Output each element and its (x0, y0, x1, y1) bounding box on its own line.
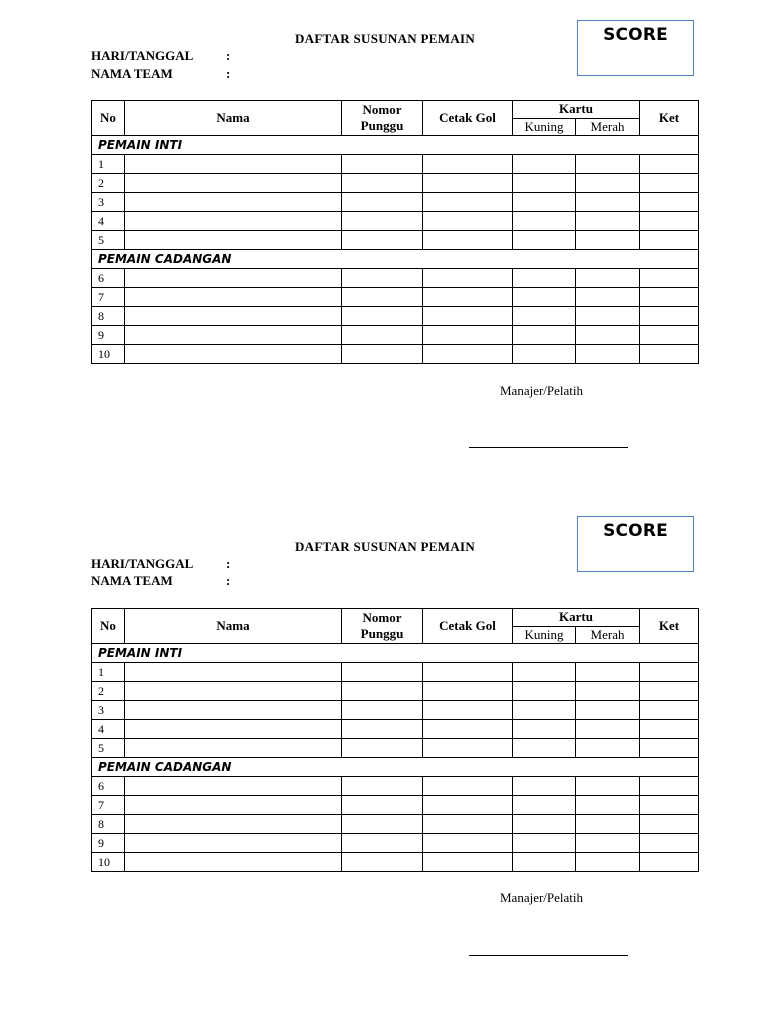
cell-kuning[interactable] (513, 174, 576, 193)
colon: : (226, 48, 231, 63)
cell-nomor-punggu[interactable] (342, 155, 423, 174)
cell-kuning[interactable] (513, 815, 576, 834)
cell-kuning[interactable] (513, 231, 576, 250)
table-row[interactable] (92, 815, 699, 834)
cell-merah[interactable] (576, 193, 640, 212)
cell-ket[interactable] (640, 663, 699, 682)
cell-merah[interactable] (576, 777, 640, 796)
cell-nama[interactable] (125, 326, 342, 345)
cell-cetak-gol[interactable] (423, 307, 513, 326)
hari-tanggal-label: HARI/TANGGAL (91, 556, 194, 571)
cell-nama[interactable] (125, 193, 342, 212)
cell-kuning[interactable] (513, 269, 576, 288)
row-number: 4 (92, 212, 125, 231)
cell-cetak-gol[interactable] (423, 288, 513, 307)
table-row[interactable] (92, 701, 699, 720)
table-row[interactable] (92, 720, 699, 739)
header-kuning: Kuning (513, 118, 576, 136)
row-number: 2 (92, 682, 125, 701)
cell-ket[interactable] (640, 796, 699, 815)
table-row[interactable] (92, 288, 699, 307)
cell-cetak-gol[interactable] (423, 796, 513, 815)
cell-cetak-gol[interactable] (423, 777, 513, 796)
cell-cetak-gol[interactable] (423, 269, 513, 288)
cell-nomor-punggu[interactable] (342, 815, 423, 834)
header-kartu: Kartu (513, 101, 640, 119)
table-row[interactable] (92, 834, 699, 853)
table-row[interactable] (92, 174, 699, 193)
row-number: 1 (92, 155, 125, 174)
cell-cetak-gol[interactable] (423, 834, 513, 853)
cell-merah[interactable] (576, 231, 640, 250)
section-pemain-inti: PEMAIN INTI (92, 644, 699, 663)
cell-nama[interactable] (125, 269, 342, 288)
cell-kuning[interactable] (513, 777, 576, 796)
cell-ket[interactable] (640, 326, 699, 345)
cell-merah[interactable] (576, 796, 640, 815)
cell-kuning[interactable] (513, 682, 576, 701)
cell-merah[interactable] (576, 701, 640, 720)
cell-ket[interactable] (640, 193, 699, 212)
cell-nama[interactable] (125, 701, 342, 720)
cell-nomor-punggu[interactable] (342, 212, 423, 231)
cell-nama[interactable] (125, 815, 342, 834)
cell-cetak-gol[interactable] (423, 720, 513, 739)
cell-nama[interactable] (125, 288, 342, 307)
cell-kuning[interactable] (513, 720, 576, 739)
cell-merah[interactable] (576, 663, 640, 682)
cell-nama[interactable] (125, 155, 342, 174)
row-number: 7 (92, 288, 125, 307)
row-number: 4 (92, 720, 125, 739)
row-number: 6 (92, 269, 125, 288)
header-merah: Merah (576, 626, 640, 644)
cell-merah[interactable] (576, 269, 640, 288)
hari-tanggal-label: HARI/TANGGAL (91, 48, 194, 63)
cell-nama[interactable] (125, 834, 342, 853)
cell-merah[interactable] (576, 720, 640, 739)
cell-merah[interactable] (576, 853, 640, 872)
header-nomor-punggu: Nomor Punggu (342, 101, 423, 136)
cell-nomor-punggu[interactable] (342, 720, 423, 739)
lineup-table (91, 100, 699, 364)
cell-ket[interactable] (640, 231, 699, 250)
section-row (92, 644, 699, 663)
table-row[interactable] (92, 326, 699, 345)
cell-cetak-gol[interactable] (423, 682, 513, 701)
header-kartu: Kartu (513, 609, 640, 627)
cell-nama[interactable] (125, 739, 342, 758)
cell-nomor-punggu[interactable] (342, 682, 423, 701)
cell-merah[interactable] (576, 834, 640, 853)
cell-merah[interactable] (576, 682, 640, 701)
cell-kuning[interactable] (513, 739, 576, 758)
cell-nomor-punggu[interactable] (342, 269, 423, 288)
cell-cetak-gol[interactable] (423, 345, 513, 364)
cell-merah[interactable] (576, 815, 640, 834)
table-row[interactable] (92, 777, 699, 796)
cell-merah[interactable] (576, 345, 640, 364)
row-number: 3 (92, 193, 125, 212)
row-number: 6 (92, 777, 125, 796)
cell-kuning[interactable] (513, 288, 576, 307)
cell-ket[interactable] (640, 682, 699, 701)
cell-nama[interactable] (125, 174, 342, 193)
row-number: 1 (92, 663, 125, 682)
hari-tanggal-row[interactable] (91, 556, 230, 572)
row-number: 5 (92, 739, 125, 758)
cell-cetak-gol[interactable] (423, 739, 513, 758)
hari-tanggal-row[interactable] (91, 48, 230, 64)
cell-merah[interactable] (576, 739, 640, 758)
table-row[interactable] (92, 231, 699, 250)
cell-nomor-punggu[interactable] (342, 174, 423, 193)
header-nama: Nama (125, 609, 342, 644)
cell-kuning[interactable] (513, 834, 576, 853)
section-row (92, 758, 699, 777)
cell-merah[interactable] (576, 174, 640, 193)
lineup-form-1 (0, 0, 768, 500)
cell-cetak-gol[interactable] (423, 815, 513, 834)
cell-kuning[interactable] (513, 212, 576, 231)
cell-nomor-punggu[interactable] (342, 193, 423, 212)
cell-nomor-punggu[interactable] (342, 739, 423, 758)
cell-nomor-punggu[interactable] (342, 796, 423, 815)
header-merah: Merah (576, 118, 640, 136)
cell-ket[interactable] (640, 212, 699, 231)
cell-nomor-punggu[interactable] (342, 326, 423, 345)
nama-team-label: NAMA TEAM (91, 66, 173, 81)
header-no: No (92, 609, 125, 644)
signature-line[interactable] (469, 955, 628, 956)
cell-nomor-punggu[interactable] (342, 777, 423, 796)
cell-cetak-gol[interactable] (423, 174, 513, 193)
cell-nomor-punggu[interactable] (342, 853, 423, 872)
row-number: 7 (92, 796, 125, 815)
header-nomor-punggu: Nomor Punggu (342, 609, 423, 644)
table-row[interactable] (92, 682, 699, 701)
cell-cetak-gol[interactable] (423, 193, 513, 212)
header-kuning: Kuning (513, 626, 576, 644)
cell-cetak-gol[interactable] (423, 326, 513, 345)
cell-nama[interactable] (125, 720, 342, 739)
table-row[interactable] (92, 853, 699, 872)
cell-kuning[interactable] (513, 663, 576, 682)
cell-ket[interactable] (640, 815, 699, 834)
signature-line[interactable] (469, 447, 628, 448)
table-row[interactable] (92, 269, 699, 288)
nama-team-row[interactable] (91, 573, 230, 589)
cell-nomor-punggu[interactable] (342, 288, 423, 307)
cell-ket[interactable] (640, 174, 699, 193)
nama-team-row[interactable] (91, 66, 230, 82)
cell-nama[interactable] (125, 663, 342, 682)
signature-label: Manajer/Pelatih (500, 383, 584, 398)
row-number: 10 (92, 853, 125, 872)
table-row[interactable] (92, 307, 699, 326)
cell-nama[interactable] (125, 796, 342, 815)
cell-nama[interactable] (125, 345, 342, 364)
cell-ket[interactable] (640, 853, 699, 872)
cell-cetak-gol[interactable] (423, 701, 513, 720)
lineup-form-2 (0, 507, 768, 1007)
section-row (92, 250, 699, 269)
cell-ket[interactable] (640, 739, 699, 758)
cell-kuning[interactable] (513, 345, 576, 364)
score-label: SCORE (603, 521, 668, 541)
section-pemain-cadangan: PEMAIN CADANGAN (92, 758, 699, 777)
cell-cetak-gol[interactable] (423, 663, 513, 682)
cell-merah[interactable] (576, 288, 640, 307)
cell-ket[interactable] (640, 307, 699, 326)
score-box[interactable] (577, 516, 694, 572)
cell-nama[interactable] (125, 777, 342, 796)
cell-cetak-gol[interactable] (423, 155, 513, 174)
table-row[interactable] (92, 155, 699, 174)
cell-merah[interactable] (576, 155, 640, 174)
section-pemain-inti: PEMAIN INTI (92, 136, 699, 155)
cell-nama[interactable] (125, 853, 342, 872)
cell-nama[interactable] (125, 307, 342, 326)
cell-nomor-punggu[interactable] (342, 307, 423, 326)
cell-ket[interactable] (640, 345, 699, 364)
cell-nomor-punggu[interactable] (342, 231, 423, 250)
section-pemain-cadangan: PEMAIN CADANGAN (92, 250, 699, 269)
row-number: 8 (92, 815, 125, 834)
cell-nomor-punggu[interactable] (342, 345, 423, 364)
table-row[interactable] (92, 212, 699, 231)
cell-ket[interactable] (640, 701, 699, 720)
colon: : (226, 556, 231, 571)
section-row (92, 136, 699, 155)
header-no: No (92, 101, 125, 136)
row-number: 9 (92, 326, 125, 345)
cell-nama[interactable] (125, 231, 342, 250)
signature-label: Manajer/Pelatih (500, 890, 584, 905)
cell-kuning[interactable] (513, 701, 576, 720)
colon: : (226, 66, 231, 81)
cell-kuning[interactable] (513, 193, 576, 212)
cell-merah[interactable] (576, 212, 640, 231)
score-box[interactable] (577, 20, 694, 76)
cell-ket[interactable] (640, 269, 699, 288)
cell-ket[interactable] (640, 288, 699, 307)
cell-nomor-punggu[interactable] (342, 701, 423, 720)
header-cetak-gol: Cetak Gol (423, 101, 513, 136)
row-number: 2 (92, 174, 125, 193)
cell-cetak-gol[interactable] (423, 212, 513, 231)
cell-cetak-gol[interactable] (423, 231, 513, 250)
row-number: 9 (92, 834, 125, 853)
cell-kuning[interactable] (513, 307, 576, 326)
cell-cetak-gol[interactable] (423, 853, 513, 872)
header-ket: Ket (640, 609, 699, 644)
row-number: 3 (92, 701, 125, 720)
cell-kuning[interactable] (513, 155, 576, 174)
cell-kuning[interactable] (513, 326, 576, 345)
header-ket: Ket (640, 101, 699, 136)
row-number: 10 (92, 345, 125, 364)
cell-merah[interactable] (576, 307, 640, 326)
score-label: SCORE (603, 25, 668, 45)
row-number: 5 (92, 231, 125, 250)
cell-ket[interactable] (640, 777, 699, 796)
table-row[interactable] (92, 739, 699, 758)
form-title: DAFTAR SUSUNAN PEMAIN (294, 31, 476, 46)
lineup-table (91, 608, 699, 872)
table-row[interactable] (92, 663, 699, 682)
cell-ket[interactable] (640, 720, 699, 739)
form-title: DAFTAR SUSUNAN PEMAIN (294, 539, 476, 554)
header-nama: Nama (125, 101, 342, 136)
table-row[interactable] (92, 193, 699, 212)
cell-nama[interactable] (125, 682, 342, 701)
cell-merah[interactable] (576, 326, 640, 345)
row-number: 8 (92, 307, 125, 326)
header-cetak-gol: Cetak Gol (423, 609, 513, 644)
cell-nomor-punggu[interactable] (342, 663, 423, 682)
cell-ket[interactable] (640, 834, 699, 853)
cell-ket[interactable] (640, 155, 699, 174)
table-row[interactable] (92, 345, 699, 364)
cell-nomor-punggu[interactable] (342, 834, 423, 853)
table-row[interactable] (92, 796, 699, 815)
nama-team-label: NAMA TEAM (91, 573, 173, 588)
cell-kuning[interactable] (513, 853, 576, 872)
cell-kuning[interactable] (513, 796, 576, 815)
colon: : (226, 573, 231, 588)
cell-nama[interactable] (125, 212, 342, 231)
